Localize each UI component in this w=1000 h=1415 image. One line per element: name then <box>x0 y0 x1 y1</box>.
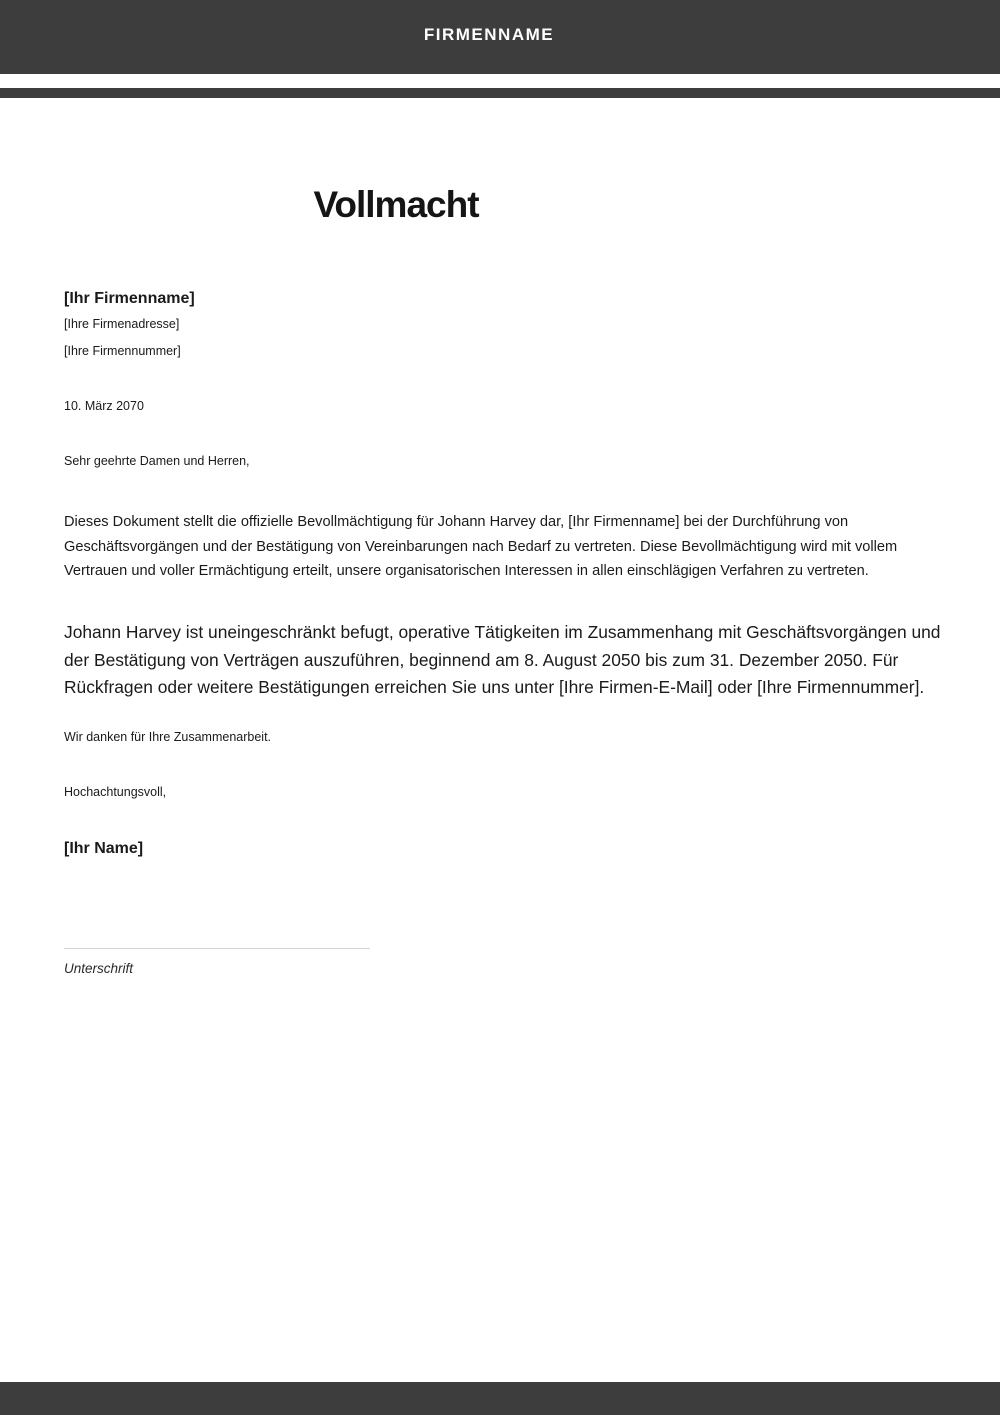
closing-line: Hochachtungsvoll, <box>64 785 167 799</box>
signer-name: [Ihr Name] <box>64 840 144 857</box>
sender-number: [Ihre Firmennummer] <box>64 344 181 358</box>
header-company-name: FIRMENNAME <box>423 25 555 44</box>
letter-date: 10. März 2070 <box>64 399 144 413</box>
salutation: Sehr geehrte Damen und Herren, <box>64 454 250 468</box>
signature-label: Unterschrift <box>64 961 134 976</box>
accent-stripe <box>0 88 1000 98</box>
sender-company-name: [Ihr Firmenname] <box>64 290 195 307</box>
signature-line <box>64 948 370 949</box>
document-title: Vollmacht <box>313 184 479 225</box>
thanks-line: Wir danken für Ihre Zusammenarbeit. <box>64 730 272 744</box>
footer-bar <box>0 1382 1000 1415</box>
body-paragraph-2: Johann Harvey ist uneingeschränkt befugt, operative Tätigkeiten im Zusammenhang mit Geschäftsvorgängen und der Bestätigung von Verträgen auszuführen, beginnend am 8. August 2050 bis zum 31. Dezember 2050. Für Rückfragen oder weitere Bestätigungen erreichen Sie uns unter [Ihre Firmen-E-Mail] oder [Ihre Firmennummer]. <box>64 622 941 698</box>
sender-address: [Ihre Firmenadresse] <box>64 317 180 331</box>
body-paragraph-1: Dieses Dokument stellt die offizielle Bevollmächtigung für Johann Harvey dar, [Ihr Firmenname] bei der Durchführung von Geschäftsvorgängen und der Bestätigung von Vereinbarungen nach Bedarf zu vertreten. Diese Bevollmächtigung wird mit vollem Vertrauen und voller Ermächtigung erteilt, unsere organisatorischen Interessen in allen einschlägigen Verfahren zu vertreten. <box>64 514 898 580</box>
